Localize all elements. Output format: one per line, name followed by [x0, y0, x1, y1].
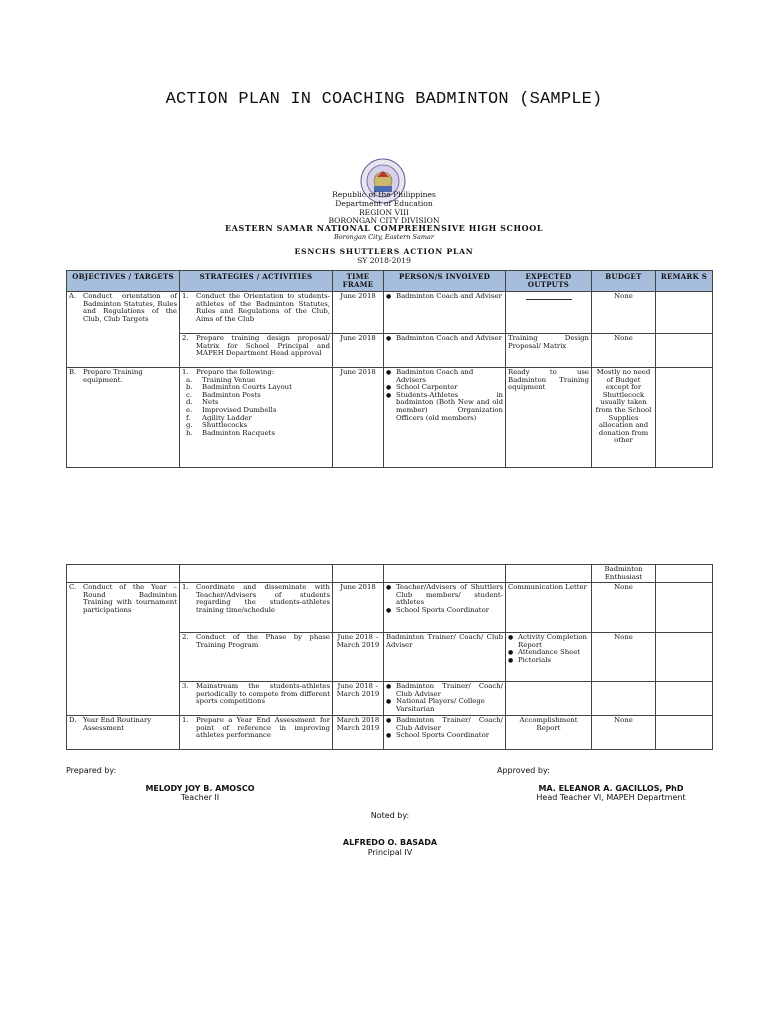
strategy-cell: 1. Prepare the following: a. Training Venue b. Badminton Courts Layout c. Badminton Posts d. Nets e. Improvised Dumbells f. Agility Ladder g. Shuttlecocks h. Badminton Racquets: [180, 368, 333, 468]
persons-cell: ● Badminton Trainer/ Coach/ Club Adviser ● National Players/ College Varsitarian: [384, 682, 506, 716]
col-strategies: STRATEGIES / ACTIVITIES: [180, 271, 333, 292]
budget-cell: Mostly no need of Budget except for Shuttlecock usually taken from the School Supplies allocation and donation from other: [592, 368, 656, 468]
strategy-text: Conduct the Orientation to students-athletes of the Badminton Statutes, Rules and Regulations of the Club, Aims of the Club: [196, 292, 330, 323]
strategy-cell: 2. Prepare training design proposal/ Matrix for School Principal and MAPEH Department Head approval: [180, 334, 333, 368]
list-item: Improvised Dumbells: [202, 405, 277, 414]
bullet-icon: ●: [508, 649, 514, 657]
action-plan-table-part2: [66, 564, 713, 750]
bullet-icon: ●: [508, 634, 514, 642]
time-cell: June 2018: [333, 368, 384, 468]
col-remarks: REMARK S: [656, 271, 713, 292]
budget-cell: None: [592, 633, 656, 682]
prepared-by-title: Teacher II: [180, 793, 220, 802]
outputs-cell: [506, 682, 592, 716]
school-address: Borongan City, Eastern Samar: [333, 233, 435, 241]
time-cell: March 2018 March 2019: [333, 716, 384, 750]
strategy-cell: 1. Prepare a Year End Assessment for point of reference in improving athletes performance: [180, 716, 333, 750]
time-cell: June 2018: [333, 583, 384, 633]
bullet-icon: ●: [386, 717, 392, 725]
budget-cell: Badminton Enthusiast: [592, 565, 656, 583]
remarks-cell: [656, 368, 713, 468]
persons-cell: ● Badminton Coach and Advisers ● School Carpenter ● Students-Athletes in badminton (Both New and old member) Organization Officers (old members): [384, 368, 506, 468]
remarks-cell: [656, 334, 713, 368]
list-item: Training Venue: [202, 375, 256, 384]
strategy-cell: 3. Mainstream the students-athletes periodically to compete from different sports competitions: [180, 682, 333, 716]
objective-cell: C. Conduct of the Year – Round Badminton Training with tournament participations: [67, 583, 180, 716]
table-row: [67, 368, 713, 468]
bullet-icon: ●: [386, 293, 392, 300]
objective-text: Conduct of the Year – Round Badminton Training with tournament participations: [83, 583, 177, 614]
outputs-cell: ● Activity Completion Report ● Attendance Sheet ● Pictorials: [506, 633, 592, 682]
list-item: Nets: [202, 398, 219, 407]
col-outputs: EXPECTED OUTPUTS: [506, 271, 592, 292]
table-header-row: [67, 271, 713, 292]
table-row: [67, 583, 713, 633]
bullet-icon: ●: [508, 656, 514, 664]
objective-text: Prepare Training equipment.: [83, 368, 143, 384]
approved-by-name: MA. ELEANOR A. GACILLOS, PhD: [538, 784, 684, 793]
region-line: REGION VIII: [358, 208, 410, 217]
list-item: Badminton Racquets: [202, 428, 275, 437]
table-row: [67, 292, 713, 334]
persons-cell: ● Badminton Coach and Adviser: [384, 334, 506, 368]
table-row: [67, 565, 713, 583]
republic-line: Republic of the Philippines: [332, 190, 436, 199]
bullet-icon: ●: [386, 606, 392, 614]
strategy-text: Coordinate and disseminate with Teacher/Advisers of students regarding the students-athletes training time/schedule: [196, 583, 330, 614]
list-item: Agility Ladder: [202, 413, 252, 422]
prepared-by-label: Prepared by:: [66, 766, 117, 775]
outputs-cell: [506, 565, 592, 583]
objective-text: Conduct orientation of Badminton Statutes, Rules and Regulations of the Club, Club Targets: [83, 292, 177, 323]
division-line: BORONGAN CITY DIVISION: [328, 216, 440, 225]
col-persons: PERSON/S INVOLVED: [384, 271, 506, 292]
blank-line: [526, 299, 572, 300]
time-cell: June 2018: [333, 292, 384, 334]
outputs-cell: Ready to use Badminton Training equipment: [506, 368, 592, 468]
time-cell: June 2018 – March 2019: [333, 633, 384, 682]
strategy-cell: 1. Coordinate and disseminate with Teacher/Advisers of students regarding the students-athletes training time/schedule: [180, 583, 333, 633]
bullet-icon: ●: [386, 683, 392, 691]
bullet-icon: ●: [386, 335, 392, 342]
strategy-text: Prepare a Year End Assessment for point of reference in improving athletes performance: [196, 716, 330, 740]
strategy-cell: [180, 565, 333, 583]
noted-by-name: ALFREDO O. BASADA: [342, 838, 438, 847]
document-title: ACTION PLAN IN COACHING BADMINTON (SAMPLE): [165, 90, 603, 109]
remarks-cell: [656, 583, 713, 633]
school-name: EASTERN SAMAR NATIONAL COMPREHENSIVE HIGH SCHOOL: [224, 223, 544, 233]
persons-cell: ● Badminton Trainer/ Coach/ Club Adviser ● School Sports Coordinator: [384, 716, 506, 750]
approved-by-label: Approved by:: [497, 766, 550, 775]
persons-cell: [384, 565, 506, 583]
budget-cell: None: [592, 583, 656, 633]
persons-cell: Badminton Trainer/ Coach/ Club Adviser: [384, 633, 506, 682]
bullet-icon: ●: [386, 732, 392, 740]
remarks-cell: [656, 682, 713, 716]
col-objectives: OBJECTIVES / TARGETS: [67, 271, 180, 292]
noted-by-label: Noted by:: [370, 811, 410, 820]
budget-cell: None: [592, 334, 656, 368]
budget-cell: None: [592, 716, 656, 750]
objective-cell: A. Conduct orientation of Badminton Statutes, Rules and Regulations of the Club, Club Targets: [67, 292, 180, 368]
department-line: Department of Education: [335, 199, 433, 208]
time-cell: June 2018 – March 2019: [333, 682, 384, 716]
col-budget: BUDGET: [592, 271, 656, 292]
outputs-cell: Communication Letter: [506, 583, 592, 633]
remarks-cell: [656, 633, 713, 682]
objective-cell: [67, 565, 180, 583]
approved-by-title: Head Teacher VI, MAPEH Department: [536, 793, 686, 802]
budget-cell: None: [592, 292, 656, 334]
strategy-text: Mainstream the students-athletes periodically to compete from different sports competitions: [196, 682, 330, 706]
bullet-icon: ●: [386, 384, 392, 392]
table-row: [67, 716, 713, 750]
prepared-by-name: MELODY JOY B. AMOSCO: [145, 784, 255, 793]
noted-by-title: Principal IV: [367, 848, 413, 857]
strategy-cell: 2. Conduct of the Phase by phase Training Program: [180, 633, 333, 682]
budget-cell: [592, 682, 656, 716]
strategy-cell: 1. Conduct the Orientation to students-athletes of the Badminton Statutes, Rules and Regulations of the Club, Aims of the Club: [180, 292, 333, 334]
outputs-cell: Accomplishment Report: [506, 716, 592, 750]
plan-title: ESNCHS SHUTTLERS ACTION PLAN: [294, 247, 474, 256]
objective-text: Year End Routinary Assessment: [83, 716, 152, 732]
strategy-text: Prepare training design proposal/ Matrix for School Principal and MAPEH Department Head approval: [196, 334, 330, 358]
bullet-icon: ●: [386, 584, 392, 592]
remarks-cell: [656, 292, 713, 334]
bullet-icon: ●: [386, 391, 392, 399]
objective-cell: B. Prepare Training equipment.: [67, 368, 180, 468]
remarks-cell: [656, 565, 713, 583]
outputs-cell: Training Design Proposal/ Matrix: [506, 334, 592, 368]
school-year: SY 2018-2019: [357, 256, 411, 265]
list-item: Badminton Posts: [202, 390, 261, 399]
time-cell: June 2018: [333, 334, 384, 368]
col-time-frame: TIME FRAME: [333, 271, 384, 292]
persons-cell: ● Teacher/Advisers of Shuttlers Club members/ student-athletes ● School Sports Coordinator: [384, 583, 506, 633]
objective-cell: D. Year End Routinary Assessment: [67, 716, 180, 750]
persons-cell: ● Badminton Coach and Adviser: [384, 292, 506, 334]
list-item: Badminton Courts Layout: [202, 383, 292, 392]
remarks-cell: [656, 716, 713, 750]
strategy-text: Conduct of the Phase by phase Training Program: [196, 633, 330, 649]
action-plan-table-part1: [66, 270, 713, 468]
bullet-icon: ●: [386, 369, 392, 376]
bullet-icon: ●: [386, 698, 392, 706]
list-item: Shuttlecocks: [202, 421, 247, 430]
outputs-cell: [506, 292, 592, 334]
time-cell: [333, 565, 384, 583]
